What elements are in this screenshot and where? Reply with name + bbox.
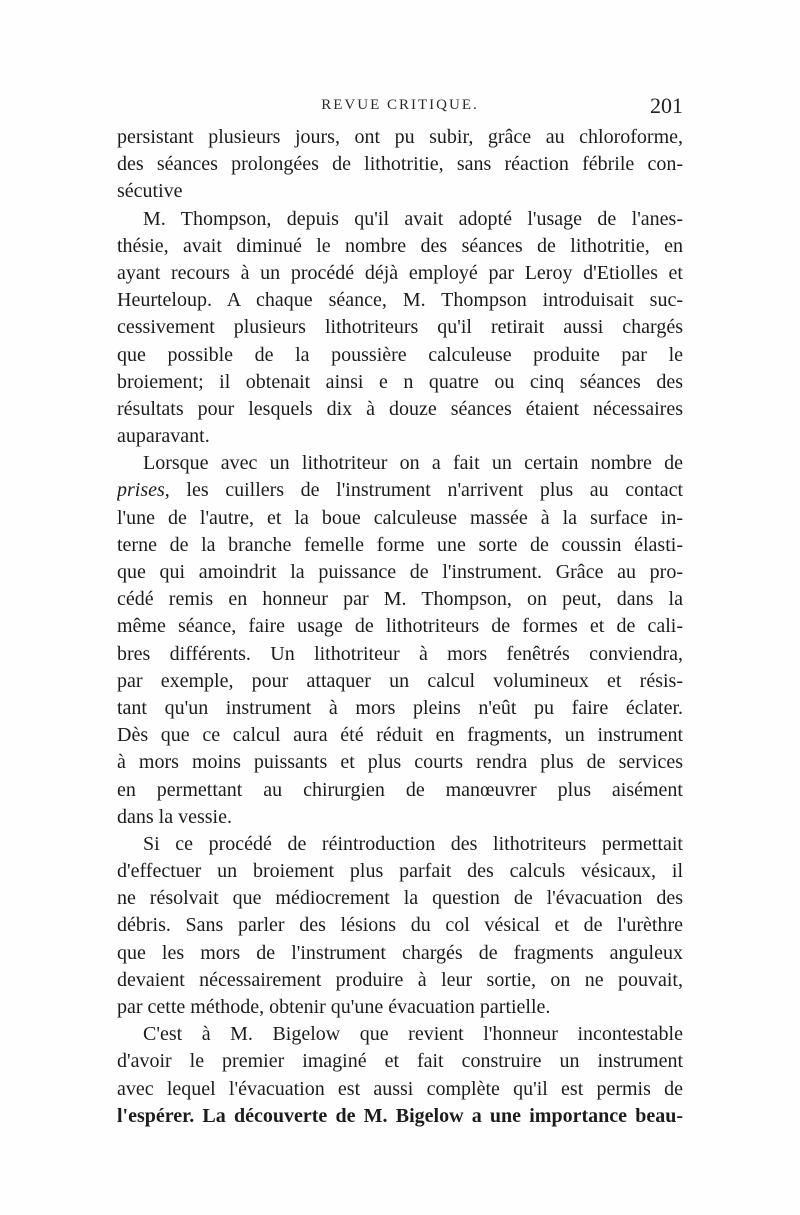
text-line: avec lequel l'évacuation est aussi complète qu'il est permis de — [117, 1077, 683, 1100]
text-line: persistant plusieurs jours, ont pu subir, grâce au chloroforme, — [117, 126, 683, 148]
body-text — [117, 124, 683, 1130]
text-line: par cette méthode, obtenir qu'une évacuation partielle. — [117, 996, 551, 1018]
text-line: des séances prolongées de lithotritie, sans réaction fébrile con- — [117, 153, 683, 176]
text-line: à mors moins puissants et plus courts rendra plus de services — [117, 751, 683, 774]
text-line-with-italic — [117, 477, 683, 504]
text-line: Dès que ce calcul aura été réduit en fragments, un instrument — [117, 724, 683, 747]
text-line: cédé remis en honneur par M. Thompson, on peut, dans la — [117, 588, 683, 611]
text-line: d'avoir le premier imaginé et fait construire un instrument — [117, 1050, 683, 1073]
text-line: devaient nécessairement produire à leur sortie, on ne pouvait, — [117, 968, 683, 991]
text-line: ayant recours à un procédé déjà employé par Leroy d'Etiolles et — [117, 261, 683, 284]
text-line: par exemple, pour attaquer un calcul volumineux et résis- — [117, 669, 683, 692]
text-line: l'espérer. La découverte de M. Bigelow a une importance beau- — [117, 1104, 683, 1127]
running-title: REVUE CRITIQUE. — [321, 97, 479, 113]
text-line: auparavant. — [117, 425, 210, 448]
text-line: tant qu'un instrument à mors pleins n'eût pu faire éclater. — [117, 696, 683, 719]
text-line: l'une de l'autre, et la boue calculeuse massée à la surface in- — [117, 506, 683, 529]
page-number: 201 — [650, 93, 683, 118]
running-head — [117, 93, 683, 123]
text-line: Lorsque avec un lithotriteur on a fait un certain nombre de — [143, 452, 683, 475]
italic-word: prises — [117, 479, 165, 502]
text-line: même séance, faire usage de lithotriteurs de formes et de cali- — [117, 615, 683, 638]
text-line: C'est à M. Bigelow que revient l'honneur incontestable — [143, 1023, 683, 1046]
text-line: M. Thompson, depuis qu'il avait adopté l'usage de l'anes- — [143, 207, 683, 230]
text-line: sécutive — [117, 180, 183, 203]
text-line: résultats pour lesquels dix à douze séances étaient nécessaires — [117, 397, 683, 420]
text-line-remainder: , les cuillers de l'instrument n'arrivent plus au contact — [164, 479, 683, 502]
text-line: thésie, avait diminué le nombre des séances de lithotritie, en — [117, 234, 683, 257]
text-line: bres différents. Un lithotriteur à mors fenêtrés conviendra, — [117, 642, 683, 665]
text-line: dans la vessie. — [117, 805, 232, 828]
text-line: d'effectuer un broiement plus parfait des calculs vésicaux, il — [117, 860, 683, 883]
text-line: en permettant au chirurgien de manœuvrer plus aisément — [117, 778, 683, 801]
text-line: que les mors de l'instrument chargés de fragments anguleux — [117, 941, 683, 964]
text-line: Heurteloup. A chaque séance, M. Thompson introduisait suc- — [117, 289, 683, 312]
text-line: terne de la branche femelle forme une sorte de coussin élasti- — [117, 533, 683, 556]
text-line: broiement; il obtenait ainsi e n quatre ou cinq séances des — [117, 370, 683, 393]
text-line: cessivement plusieurs lithotriteurs qu'il retirait aussi chargés — [117, 316, 683, 339]
text-line: Si ce procédé de réintroduction des lithotriteurs permettait — [143, 832, 683, 855]
text-line: ne résolvait que médiocrement la question de l'évacuation des — [117, 887, 683, 910]
text-line: que possible de la poussière calculeuse produite par le — [117, 343, 683, 366]
text-line: que qui amoindrit la puissance de l'instrument. Grâce au pro- — [117, 561, 683, 583]
text-line: débris. Sans parler des lésions du col vésical et de l'urèthre — [117, 914, 683, 937]
